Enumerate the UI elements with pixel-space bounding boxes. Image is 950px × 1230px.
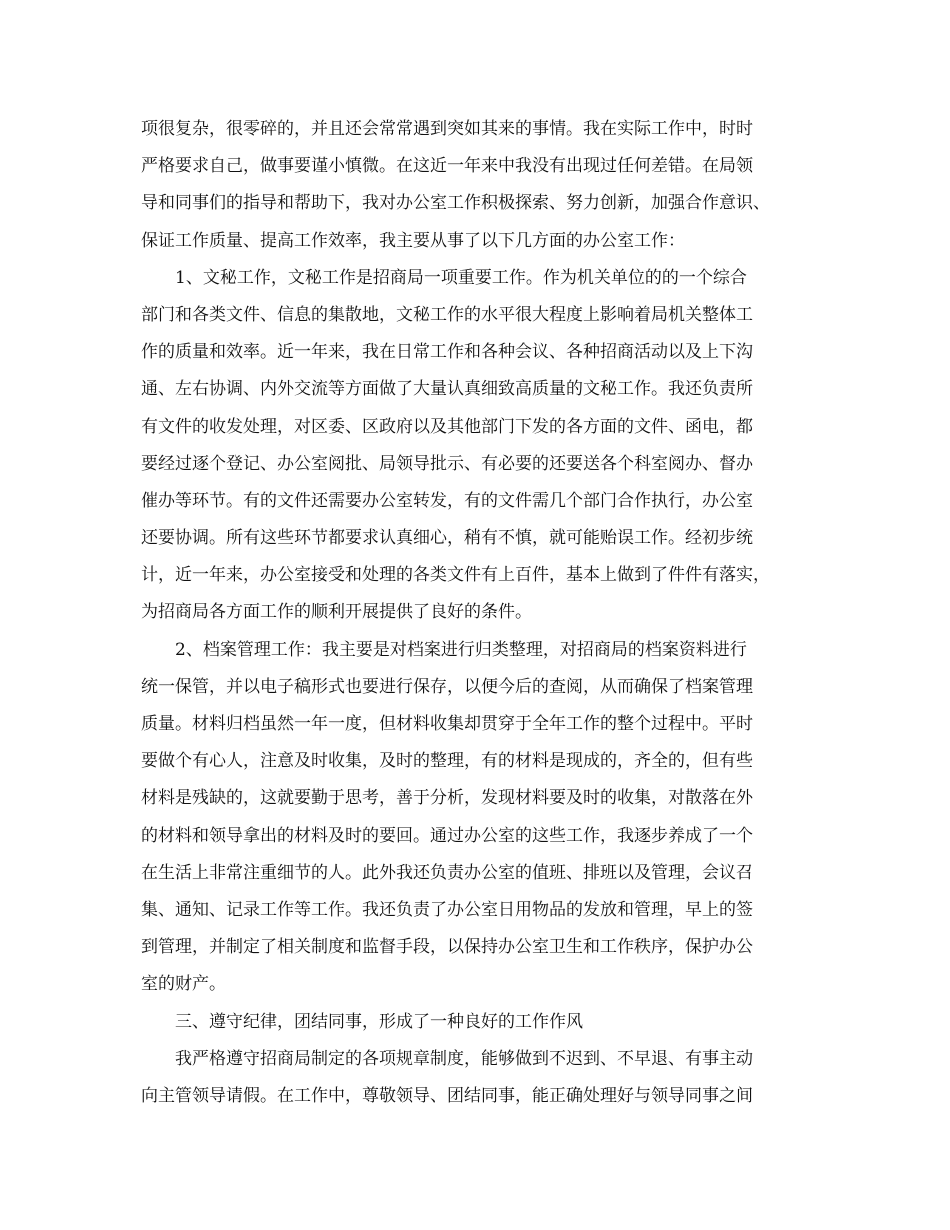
document-body (141, 111, 821, 1115)
text-line: 导和同事们的指导和帮助下，我对办公室工作积极探索、努力创新，加强合作意识、 (141, 193, 770, 214)
text-line: 室的财产。 (141, 974, 226, 995)
text-line: 的材料和领导拿出的材料及时的要回。通过办公室的这些工作，我逐步养成了一个 (141, 825, 753, 846)
text-line: 在生活上非常注重细节的人。此外我还负责办公室的值班、排班以及管理，会议召 (141, 862, 753, 883)
text-line: 计，近一年来，办公室接受和处理的各类文件有上百件，基本上做到了件件有落实， (141, 565, 770, 586)
text-line: 有文件的收发处理，对区委、区政府以及其他部门下发的各方面的文件、函电，都 (141, 416, 753, 437)
text-line: 要做个有心人，注意及时收集，及时的整理，有的材料是现成的，齐全的，但有些 (141, 751, 753, 772)
text-line: 要经过逐个登记、办公室阅批、局领导批示、有必要的还要送各个科室阅办、督办 (141, 453, 753, 474)
text-line: 保证工作质量、提高工作效率，我主要从事了以下几方面的办公室工作： (141, 230, 685, 251)
text-line: 材料是残缺的，这就要勤于思考，善于分析，发现材料要及时的收集，对散落在外 (141, 788, 753, 809)
text-line: 2、档案管理工作：我主要是对档案进行归类整理，对招商局的档案资料进行 (175, 639, 747, 660)
text-line: 严格要求自己，做事要谨小慎微。在这近一年来中我没有出现过任何差错。在局领 (141, 156, 753, 177)
text-line: 催办等环节。有的文件还需要办公室转发，有的文件需几个部门合作执行，办公室 (141, 490, 753, 511)
text-line: 质量。材料归档虽然一年一度，但材料收集却贯穿于全年工作的整个过程中。平时 (141, 714, 753, 734)
text-line: 通、左右协调、内外交流等方面做了大量认真细致高质量的文秘工作。我还负责所 (141, 379, 753, 400)
text-line: 向主管领导请假。在工作中，尊敬领导、团结同事，能正确处理好与领导同事之间 (141, 1085, 753, 1106)
text-line: 项很复杂，很零碎的，并且还会常常遇到突如其来的事情。我在实际工作中，时时 (141, 119, 753, 139)
text-line: 为招商局各方面工作的顺利开展提供了良好的条件。 (141, 602, 532, 623)
text-line: 到管理，并制定了相关制度和监督手段，以保持办公室卫生和工作秩序，保护办公 (141, 937, 753, 958)
text-line: 集、通知、记录工作等工作。我还负责了办公室日用物品的发放和管理，早上的签 (141, 899, 753, 920)
text-line: 统一保管，并以电子稿形式也要进行保存，以便今后的查阅，从而确保了档案管理 (141, 676, 753, 697)
text-line: 部门和各类文件、信息的集散地，文秘工作的水平很大程度上影响着局机关整体工 (141, 304, 753, 325)
text-line: 我严格遵守招商局制定的各项规章制度，能够做到不迟到、不早退、有事主动 (175, 1048, 753, 1069)
text-line: 三、遵守纪律，团结同事，形成了一种良好的工作作风 (175, 1011, 583, 1032)
text-line: 1、文秘工作，文秘工作是招商局一项重要工作。作为机关单位的的一个综合 (175, 267, 747, 288)
text-line: 作的质量和效率。近一年来，我在日常工作和各种会议、各种招商活动以及上下沟 (141, 342, 753, 363)
text-line: 还要协调。所有这些环节都要求认真细心，稍有不慎，就可能贻误工作。经初步统 (141, 528, 753, 549)
